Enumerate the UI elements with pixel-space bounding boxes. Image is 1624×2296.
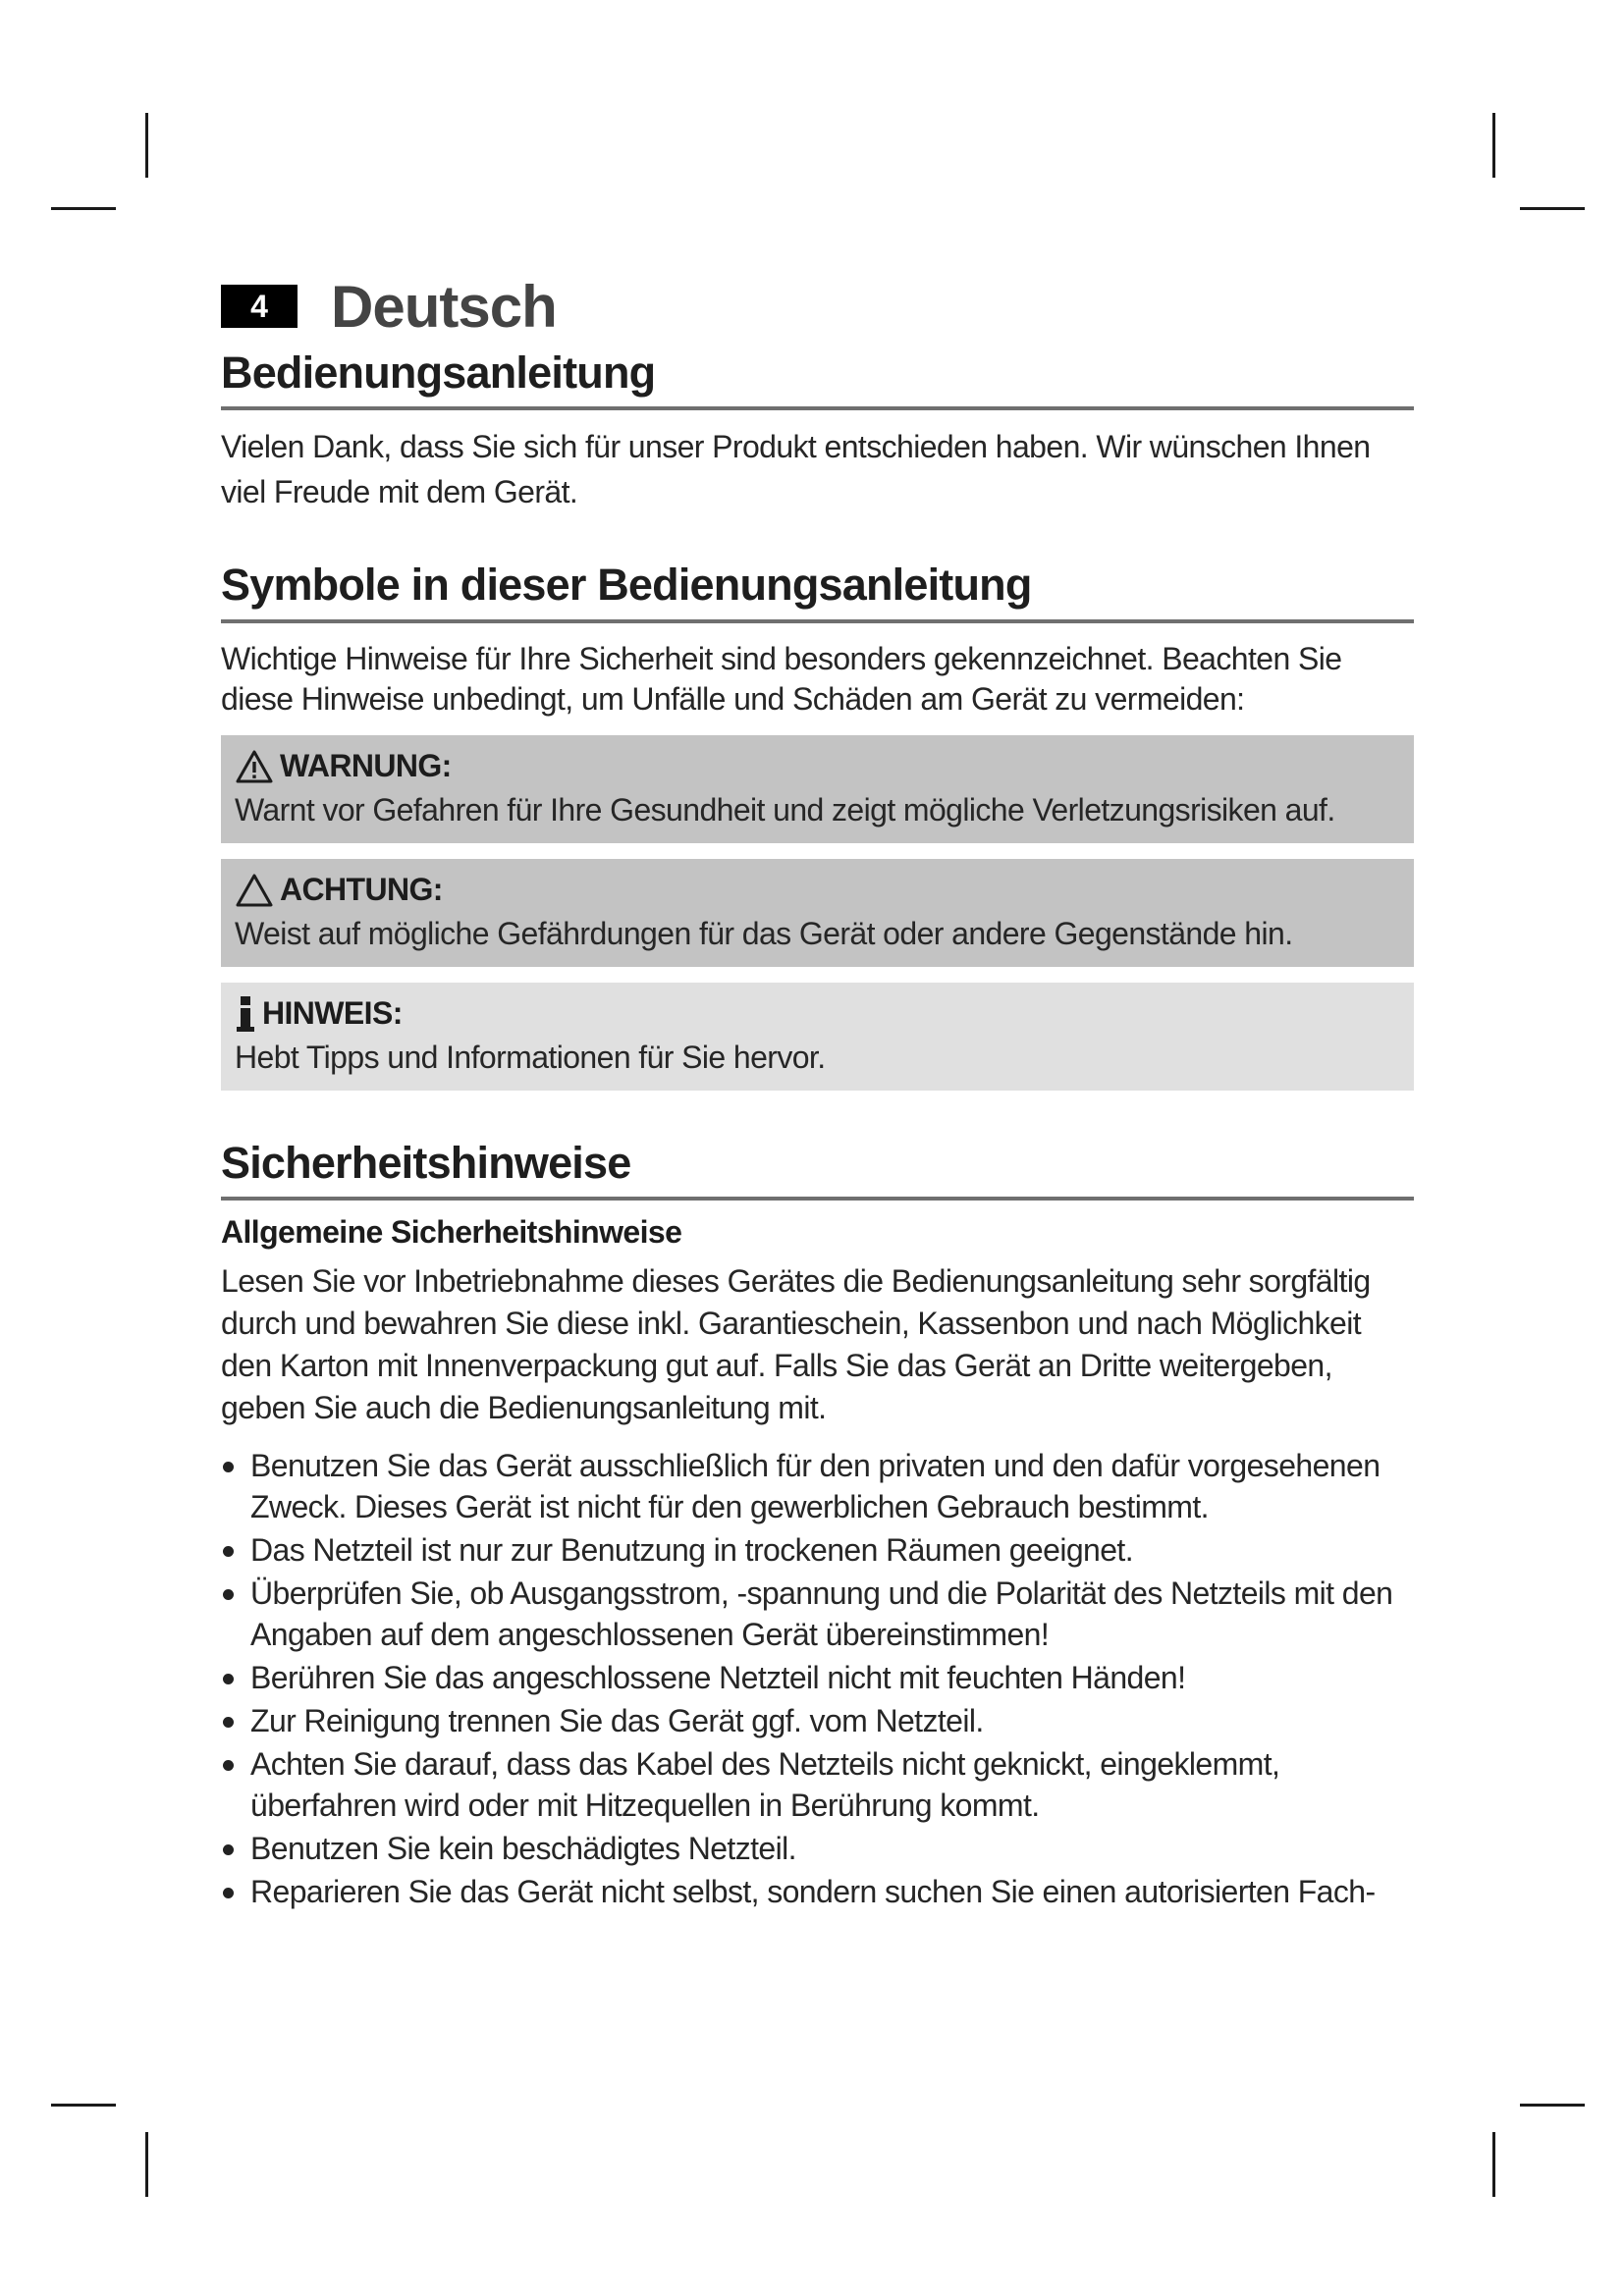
- manual-intro: Vielen Dank, dass Sie sich für unser Produkt entschieden haben. Wir wünschen Ihnen viel Freude mit dem Gerät.: [221, 429, 1371, 510]
- caution-text: Weist auf mögliche Gefährdungen für das Gerät oder andere Gegenstände hin.: [235, 915, 1293, 951]
- info-label: HINWEIS:: [262, 995, 403, 1031]
- list-item: Zur Reinigung trennen Sie das Gerät ggf. vom Netzteil.: [221, 1700, 1414, 1741]
- bullet-icon: [223, 1462, 234, 1472]
- crop-mark-top-left-vertical: [145, 113, 148, 178]
- section-divider: [221, 1197, 1414, 1201]
- crop-mark-bottom-left-vertical: [145, 2132, 148, 2197]
- info-text: Hebt Tipps und Informationen für Sie hervor.: [235, 1039, 826, 1075]
- list-item: Das Netzteil ist nur zur Benutzung in trockenen Räumen geeignet.: [221, 1529, 1414, 1571]
- list-item: Berühren Sie das angeschlossene Netzteil nicht mit feuchten Händen!: [221, 1657, 1414, 1698]
- crop-mark-bottom-left-horizontal: [51, 2104, 116, 2107]
- page-content: [221, 265, 1414, 1914]
- warning-triangle-icon: [235, 749, 274, 784]
- bullet-icon: [223, 1760, 234, 1771]
- safety-bullet-list: [221, 1445, 1414, 1912]
- bullet-icon: [223, 1674, 234, 1684]
- crop-mark-bottom-right-horizontal: [1520, 2104, 1585, 2107]
- language-header: [221, 265, 1414, 347]
- section-divider: [221, 406, 1414, 410]
- caution-notice: [221, 859, 1414, 967]
- bullet-icon: [223, 1717, 234, 1728]
- safety-heading: Sicherheitshinweise: [221, 1137, 631, 1188]
- safety-intro: Lesen Sie vor Inbetriebnahme dieses Gerätes die Bedienungsanleitung sehr sorgfältig durch und bewahren Sie diese inkl. Garantieschein, Kassenbon und nach Möglichkeit den Karton mit Innenverpackung gut auf. Falls Sie das Gerät an Dritte weitergeben, geben Sie auch die Bedienungsanleitung mit.: [221, 1262, 1371, 1425]
- warning-label: WARNUNG:: [280, 748, 452, 783]
- list-item: Reparieren Sie das Gerät nicht selbst, sondern suchen Sie einen autorisierten Fach-: [221, 1871, 1414, 1912]
- manual-heading: Bedienungsanleitung: [221, 347, 656, 398]
- warning-notice: [221, 735, 1414, 843]
- bullet-icon: [223, 1546, 234, 1557]
- list-item: Überprüfen Sie, ob Ausgangsstrom, -spannung und die Polarität des Netzteils mit den Angaben auf dem angeschlossenen Gerät übereinstimmen!: [221, 1573, 1414, 1655]
- page-number-badge: 4: [221, 285, 298, 328]
- info-notice: [221, 983, 1414, 1091]
- caution-triangle-icon: [235, 873, 274, 908]
- safety-subheading: Allgemeine Sicherheitshinweise: [221, 1213, 682, 1250]
- crop-mark-bottom-right-vertical: [1492, 2132, 1495, 2197]
- caution-label: ACHTUNG:: [280, 872, 443, 907]
- list-item: Benutzen Sie das Gerät ausschließlich für den privaten und den dafür vorgesehenen Zweck. Dieses Gerät ist nicht für den gewerblichen Gebrauch bestimmt.: [221, 1445, 1414, 1527]
- crop-mark-top-right-vertical: [1492, 113, 1495, 178]
- list-item: Achten Sie darauf, dass das Kabel des Netzteils nicht geknickt, eingeklemmt, überfahren wird oder mit Hitzequellen in Berührung kommt.: [221, 1743, 1414, 1826]
- symbols-intro: Wichtige Hinweise für Ihre Sicherheit sind besonders gekennzeichnet. Beachten Sie diese Hinweise unbedingt, um Unfälle und Schäden am Gerät zu vermeiden:: [221, 640, 1342, 717]
- symbols-heading: Symbole in dieser Bedienungsanleitung: [221, 560, 1032, 611]
- warning-text: Warnt vor Gefahren für Ihre Gesundheit und zeigt mögliche Verletzungsrisiken auf.: [235, 791, 1335, 828]
- language-title: Deutsch: [331, 273, 557, 340]
- bullet-icon: [223, 1888, 234, 1898]
- bullet-icon: [223, 1589, 234, 1600]
- list-item: Benutzen Sie kein beschädigtes Netzteil.: [221, 1828, 1414, 1869]
- crop-mark-top-right-horizontal: [1520, 207, 1585, 210]
- info-icon: [235, 994, 256, 1034]
- crop-mark-top-left-horizontal: [51, 207, 116, 210]
- bullet-icon: [223, 1844, 234, 1855]
- section-divider: [221, 619, 1414, 623]
